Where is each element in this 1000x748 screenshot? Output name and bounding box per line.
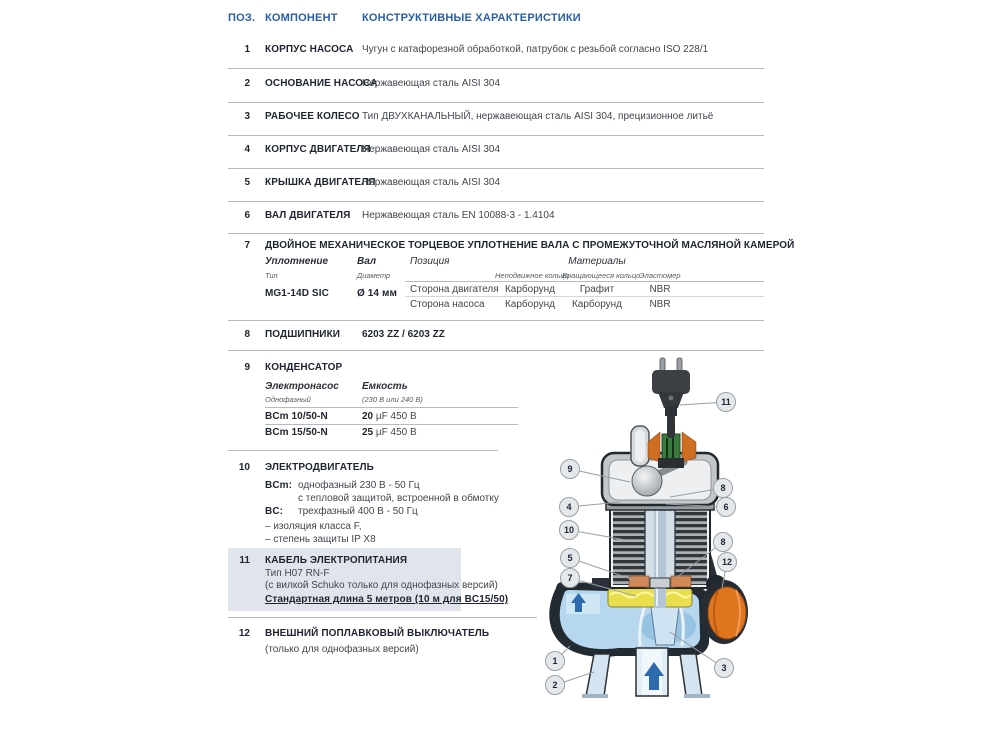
motor-bcm-label: BCm: [265, 480, 293, 491]
row-3-num: 3 [244, 111, 250, 122]
callout-6: 6 [716, 497, 736, 517]
row-11-num: 11 [239, 555, 250, 566]
separator [228, 233, 764, 234]
foot [582, 694, 608, 698]
cap-col-capacity-sub: (230 В или 240 В) [362, 395, 423, 404]
seal-row-1-position: Сторона двигателя [410, 284, 499, 295]
separator [228, 102, 764, 103]
callout-9: 9 [560, 459, 580, 479]
callout-12: 12 [717, 552, 737, 572]
seal-row-2-rotating: Карборунд [571, 299, 623, 310]
plug-prong [677, 358, 682, 372]
motor-fins-left [613, 511, 645, 585]
callout-1: 1 [545, 651, 565, 671]
row-8-desc: 6203 ZZ / 6203 ZZ [362, 329, 445, 340]
motor-thermal-desc: с тепловой защитой, встроенной в обмотку [298, 493, 499, 504]
row-3-desc: Тип ДВУХКАНАЛЬНЫЙ, нержавеющая сталь AISI 304, прецизионное литьё [362, 111, 714, 122]
row-10-num: 10 [238, 462, 250, 473]
motor-shaft [654, 508, 666, 608]
row-9-num: 9 [244, 362, 250, 373]
terminal-wedge [682, 432, 696, 462]
separator [228, 450, 498, 451]
pump-cutaway-diagram [530, 350, 800, 720]
seal-col-seal: Уплотнение [265, 256, 329, 267]
seal-col-elastomer: Эластомер [639, 271, 681, 280]
row-8-component: ПОДШИПНИКИ [265, 329, 341, 340]
schuko-plug [652, 370, 690, 394]
pump-base-leg [586, 654, 610, 696]
row-8-num: 8 [244, 329, 250, 340]
row-2-component: ОСНОВАНИЕ НАСОСА [265, 78, 378, 89]
row-12-component: ВНЕШНИЙ ПОПЛАВКОВЫЙ ВЫКЛЮЧАТЕЛЬ [265, 628, 490, 639]
row-5-component: КРЫШКА ДВИГАТЕЛЯ [265, 177, 376, 188]
row-1-num: 1 [244, 44, 250, 55]
cap-row-2-unit: µF 450 В [373, 427, 417, 438]
cap-col-pump: Электронасос [265, 381, 339, 392]
seal-col-shaft: Вал [357, 256, 377, 267]
cable-length: Стандартная длина 5 метров (10 м для BC15/50) [265, 594, 509, 605]
seal-row-2-elastomer: NBR [649, 299, 671, 310]
capacitor-ball [632, 466, 662, 496]
separator [228, 201, 764, 202]
cable-gland [658, 458, 684, 468]
seal-col-position: Позиция [410, 256, 450, 267]
cap-subtable-line [265, 407, 518, 408]
cap-row-1-value [362, 411, 417, 422]
seal-row-2-position: Сторона насоса [410, 299, 485, 310]
seal-row-2-stationary: Карборунд [504, 299, 556, 310]
row-4-desc: Нержавеющая сталь AISI 304 [362, 144, 501, 155]
row-6-desc: Нержавеющая сталь EN 10088-3 - 1.4104 [362, 210, 555, 221]
separator [228, 168, 764, 169]
flow-arrow-left [575, 602, 582, 612]
row-5-num: 5 [244, 177, 250, 188]
seal-row-1-rotating: Графит [579, 284, 615, 295]
motor-fins-right [675, 511, 707, 585]
terminal-block [662, 434, 680, 462]
callout-8: 8 [713, 532, 733, 552]
power-cable [667, 414, 675, 438]
separator [228, 320, 764, 321]
callout-4: 4 [559, 497, 579, 517]
row-9-component: КОНДЕНСАТОР [265, 362, 343, 373]
seal-subtable-line [405, 296, 764, 297]
cap-row-1-unit: µF 450 В [373, 411, 417, 422]
separator [228, 68, 764, 69]
motor-insulation: – изоляция класса F, [265, 521, 362, 532]
float-switch-note: (только для однофазных версий) [265, 644, 419, 655]
plug-prong [660, 358, 665, 372]
seal-col-shaft-sub: Диаметр [357, 271, 391, 280]
row-4-component: КОРПУС ДВИГАТЕЛЯ [265, 144, 371, 155]
separator [228, 135, 764, 136]
suction-chamber [566, 594, 600, 614]
cap-subtable-line [265, 424, 518, 425]
row-4-num: 4 [244, 144, 250, 155]
flow-arrow-bottom [649, 674, 659, 690]
col-header-component: КОМПОНЕНТ [265, 12, 338, 24]
cap-row-1-model: BCm 10/50-N [265, 411, 328, 422]
cap-row-2-value [362, 427, 417, 438]
callout-2: 2 [545, 675, 565, 695]
foot [684, 694, 710, 698]
col-header-characteristics: КОНСТРУКТИВНЫЕ ХАРАКТЕРИСТИКИ [362, 12, 581, 24]
pump-base-leg [680, 654, 702, 696]
callout-11: 11 [716, 392, 736, 412]
motor-protection: – степень защиты IP X8 [265, 534, 376, 545]
callout-8: 8 [713, 478, 733, 498]
motor-bc-label: BC: [265, 506, 284, 517]
callout-5: 5 [560, 548, 580, 568]
seal-col-materials: Материалы [568, 256, 626, 267]
seal-col-stationary: Неподвижное кольцо [495, 271, 570, 280]
motor-bc-desc: трехфазный 400 В - 50 Гц [298, 506, 418, 517]
row-12-num: 12 [238, 628, 250, 639]
cap-row-2-model: BCm 15/50-N [265, 427, 328, 438]
callout-3: 3 [714, 658, 734, 678]
row-7-num: 7 [244, 240, 250, 251]
seal-col-seal-sub: Тип [265, 271, 278, 280]
oil-chamber [608, 588, 692, 607]
separator [228, 617, 537, 618]
row-7-title: ДВОЙНОЕ МЕХАНИЧЕСКОЕ ТОРЦЕВОЕ УПЛОТНЕНИЕ ВАЛА С ПРОМЕЖУТОЧНОЙ МАСЛЯНОЙ КАМЕРОЙ [265, 240, 795, 251]
lower-bearing [650, 578, 670, 588]
seal-row-1-stationary: Карборунд [504, 284, 556, 295]
row-1-component: КОРПУС НАСОСА [265, 44, 354, 55]
motor-bcm-desc: однофазный 230 В - 50 Гц [298, 480, 420, 491]
cable-type: Тип H07 RN-F [265, 568, 330, 579]
row-11-component: КАБЕЛЬ ЭЛЕКТРОПИТАНИЯ [265, 555, 408, 566]
row-3-component: РАБОЧЕЕ КОЛЕСО [265, 111, 360, 122]
seal-subtable-line [405, 281, 764, 282]
row-6-component: ВАЛ ДВИГАТЕЛЯ [265, 210, 351, 221]
col-header-pos: ПОЗ. [228, 12, 256, 24]
seal-carrier [671, 576, 691, 587]
handle-inner [635, 430, 645, 462]
row-2-num: 2 [244, 78, 250, 89]
callout-10: 10 [559, 520, 579, 540]
seal-type: MG1-14D SIC [265, 288, 329, 299]
plug-screw [669, 396, 674, 401]
row-5-desc: Нержавеющая сталь AISI 304 [362, 177, 501, 188]
callout-7: 7 [560, 568, 580, 588]
row-2-desc: Нержавеющая сталь AISI 304 [362, 78, 501, 89]
cable-plug-note: (с вилкой Schuko только для однофазных версий) [265, 580, 498, 591]
cap-col-pump-sub: Однофазный [265, 395, 311, 404]
row-10-component: ЭЛЕКТРОДВИГАТЕЛЬ [265, 462, 374, 473]
cap-row-2-uf: 25 [362, 427, 374, 438]
terminal-wedge [648, 432, 660, 462]
row-6-num: 6 [244, 210, 250, 221]
cap-row-1-uf: 20 [362, 411, 374, 422]
row-1-desc: Чугун с катафорезной обработкой, патрубок с резьбой согласно ISO 228/1 [362, 44, 709, 55]
seal-col-rotating: Вращающееся кольцо [562, 271, 641, 280]
seal-shaft-diameter: Ø 14 мм [357, 288, 397, 299]
seal-carrier [629, 576, 649, 587]
seal-row-1-elastomer: NBR [649, 284, 671, 295]
cap-col-capacity: Емкость [362, 381, 408, 392]
